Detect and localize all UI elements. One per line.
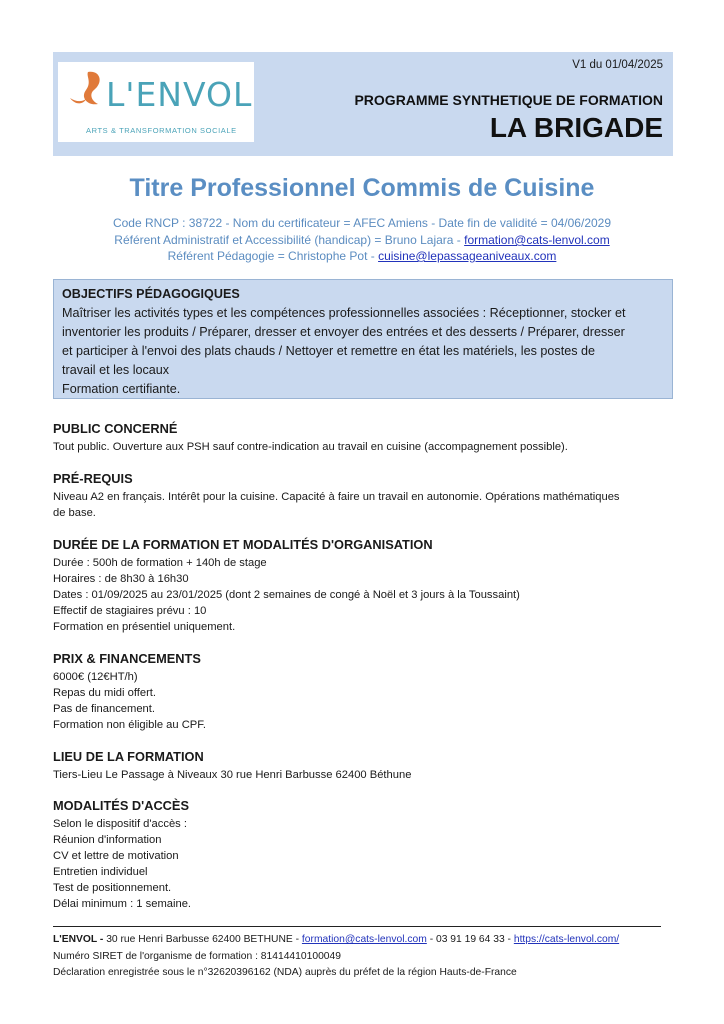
section-line: de base. — [53, 507, 96, 519]
section-duree — [53, 537, 673, 635]
footer-phone: - 03 91 19 64 33 - — [426, 934, 514, 945]
section-heading: MODALITÉS D'ACCÈS — [53, 798, 189, 813]
section-line: Horaires : de 8h30 à 16h30 — [53, 573, 189, 585]
section-line: CV et lettre de motivation — [53, 850, 179, 862]
admin-referent-line — [0, 233, 724, 247]
section-heading: LIEU DE LA FORMATION — [53, 749, 204, 764]
footer-contact-line — [53, 932, 693, 949]
section-line: Selon le dispositif d'accès : — [53, 818, 187, 830]
footer-org: L'ENVOL - — [53, 934, 104, 945]
section-line: Formation non éligible au CPF. — [53, 719, 206, 731]
section-line: Test de positionnement. — [53, 882, 172, 894]
logo-tagline: ARTS & TRANSFORMATION SOCIALE — [86, 126, 237, 135]
section-line: 6000€ (12€HT/h) — [53, 671, 138, 683]
section-line: Entretien individuel — [53, 866, 148, 878]
section-lieu — [53, 749, 673, 783]
footer-siret: Numéro SIRET de l'organisme de formation : 81414410100049 — [53, 950, 341, 962]
section-prix — [53, 651, 673, 733]
program-name: LA BRIGADE — [489, 112, 663, 143]
rncp-line: Code RNCP : 38722 - Nom du certificateur = AFEC Amiens - Date fin de validité = 04/06/2029 — [112, 216, 612, 230]
section-prerequis — [53, 471, 673, 521]
footer-declaration: Déclaration enregistrée sous le n°32620396162 (NDA) auprès du préfet de la région Hauts-de-France — [53, 967, 517, 978]
footer-email-link[interactable]: formation@cats-lenvol.com — [301, 934, 427, 945]
section-line: Durée : 500h de formation + 140h de stage — [53, 557, 267, 569]
footer-website-link[interactable]: https://cats-lenvol.com/ — [513, 934, 620, 945]
document-header — [53, 52, 673, 156]
section-heading: PUBLIC CONCERNÉ — [53, 421, 178, 436]
section-line: Tiers-Lieu Le Passage à Niveaux 30 rue Henri Barbusse 62400 Béthune — [53, 769, 412, 781]
section-heading: DURÉE DE LA FORMATION ET MODALITÉS D'ORGANISATION — [53, 537, 433, 552]
section-acces — [53, 798, 673, 912]
section-line: Niveau A2 en français. Intérêt pour la cuisine. Capacité à faire un travail en autonomie. Opérations mathématiques — [53, 491, 620, 503]
section-line: Dates : 01/09/2025 au 23/01/2025 (dont 2 semaines de congé à Noël et 3 jours à la Toussaint) — [53, 589, 520, 601]
program-label: PROGRAMME SYNTHETIQUE DE FORMATION — [354, 92, 663, 108]
section-line: Formation en présentiel uniquement. — [53, 621, 236, 633]
section-public — [53, 421, 673, 455]
objectives-line: Maîtriser les activités types et les compétences professionnelles associées : Réceptionner, stocker et — [62, 306, 626, 320]
objectives-heading: OBJECTIFS PÉDAGOGIQUES — [62, 287, 240, 301]
pedagogy-referent-line — [0, 249, 724, 263]
objectives-box — [53, 279, 673, 399]
logo-wordmark: L'ENVOL — [106, 75, 253, 114]
objectives-line: et participer à l'envoi des plats chauds / Nettoyer et remettre en état les matériels, les postes de — [62, 344, 596, 358]
objectives-line: inventorier les produits / Préparer, dresser et envoyer des entrées et des desserts / Préparer, dresser — [62, 325, 625, 339]
admin-email-link[interactable]: formation@cats-lenvol.com — [464, 233, 610, 247]
lenvol-logo — [58, 62, 254, 142]
admin-referent-text: Référent Administratif et Accessibilité (handicap) = Bruno Lajara - — [114, 233, 465, 247]
footer-divider — [53, 926, 661, 927]
section-heading: PRÉ-REQUIS — [53, 471, 133, 486]
footer-address: 30 rue Henri Barbusse 62400 BETHUNE - — [103, 934, 302, 945]
document-title: Titre Professionnel Commis de Cuisine — [129, 174, 595, 202]
section-line: Pas de financement. — [53, 703, 155, 715]
section-heading: PRIX & FINANCEMENTS — [53, 651, 201, 666]
objectives-line: Formation certifiante. — [62, 382, 181, 396]
section-line: Délai minimum : 1 semaine. — [53, 898, 192, 910]
section-line: Réunion d'information — [53, 834, 162, 846]
section-line: Repas du midi offert. — [53, 687, 157, 699]
pedagogy-email-link[interactable]: cuisine@lepassageaniveaux.com — [378, 249, 557, 263]
section-line: Tout public. Ouverture aux PSH sauf contre-indication au travail en cuisine (accompagnement possible). — [53, 441, 568, 453]
pedagogy-referent-text: Référent Pédagogie = Christophe Pot - — [167, 249, 379, 263]
section-line: Effectif de stagiaires prévu : 10 — [53, 605, 207, 617]
version-date: V1 du 01/04/2025 — [572, 59, 663, 71]
document-footer — [53, 932, 693, 982]
objectives-line: travail et les locaux — [62, 363, 170, 377]
